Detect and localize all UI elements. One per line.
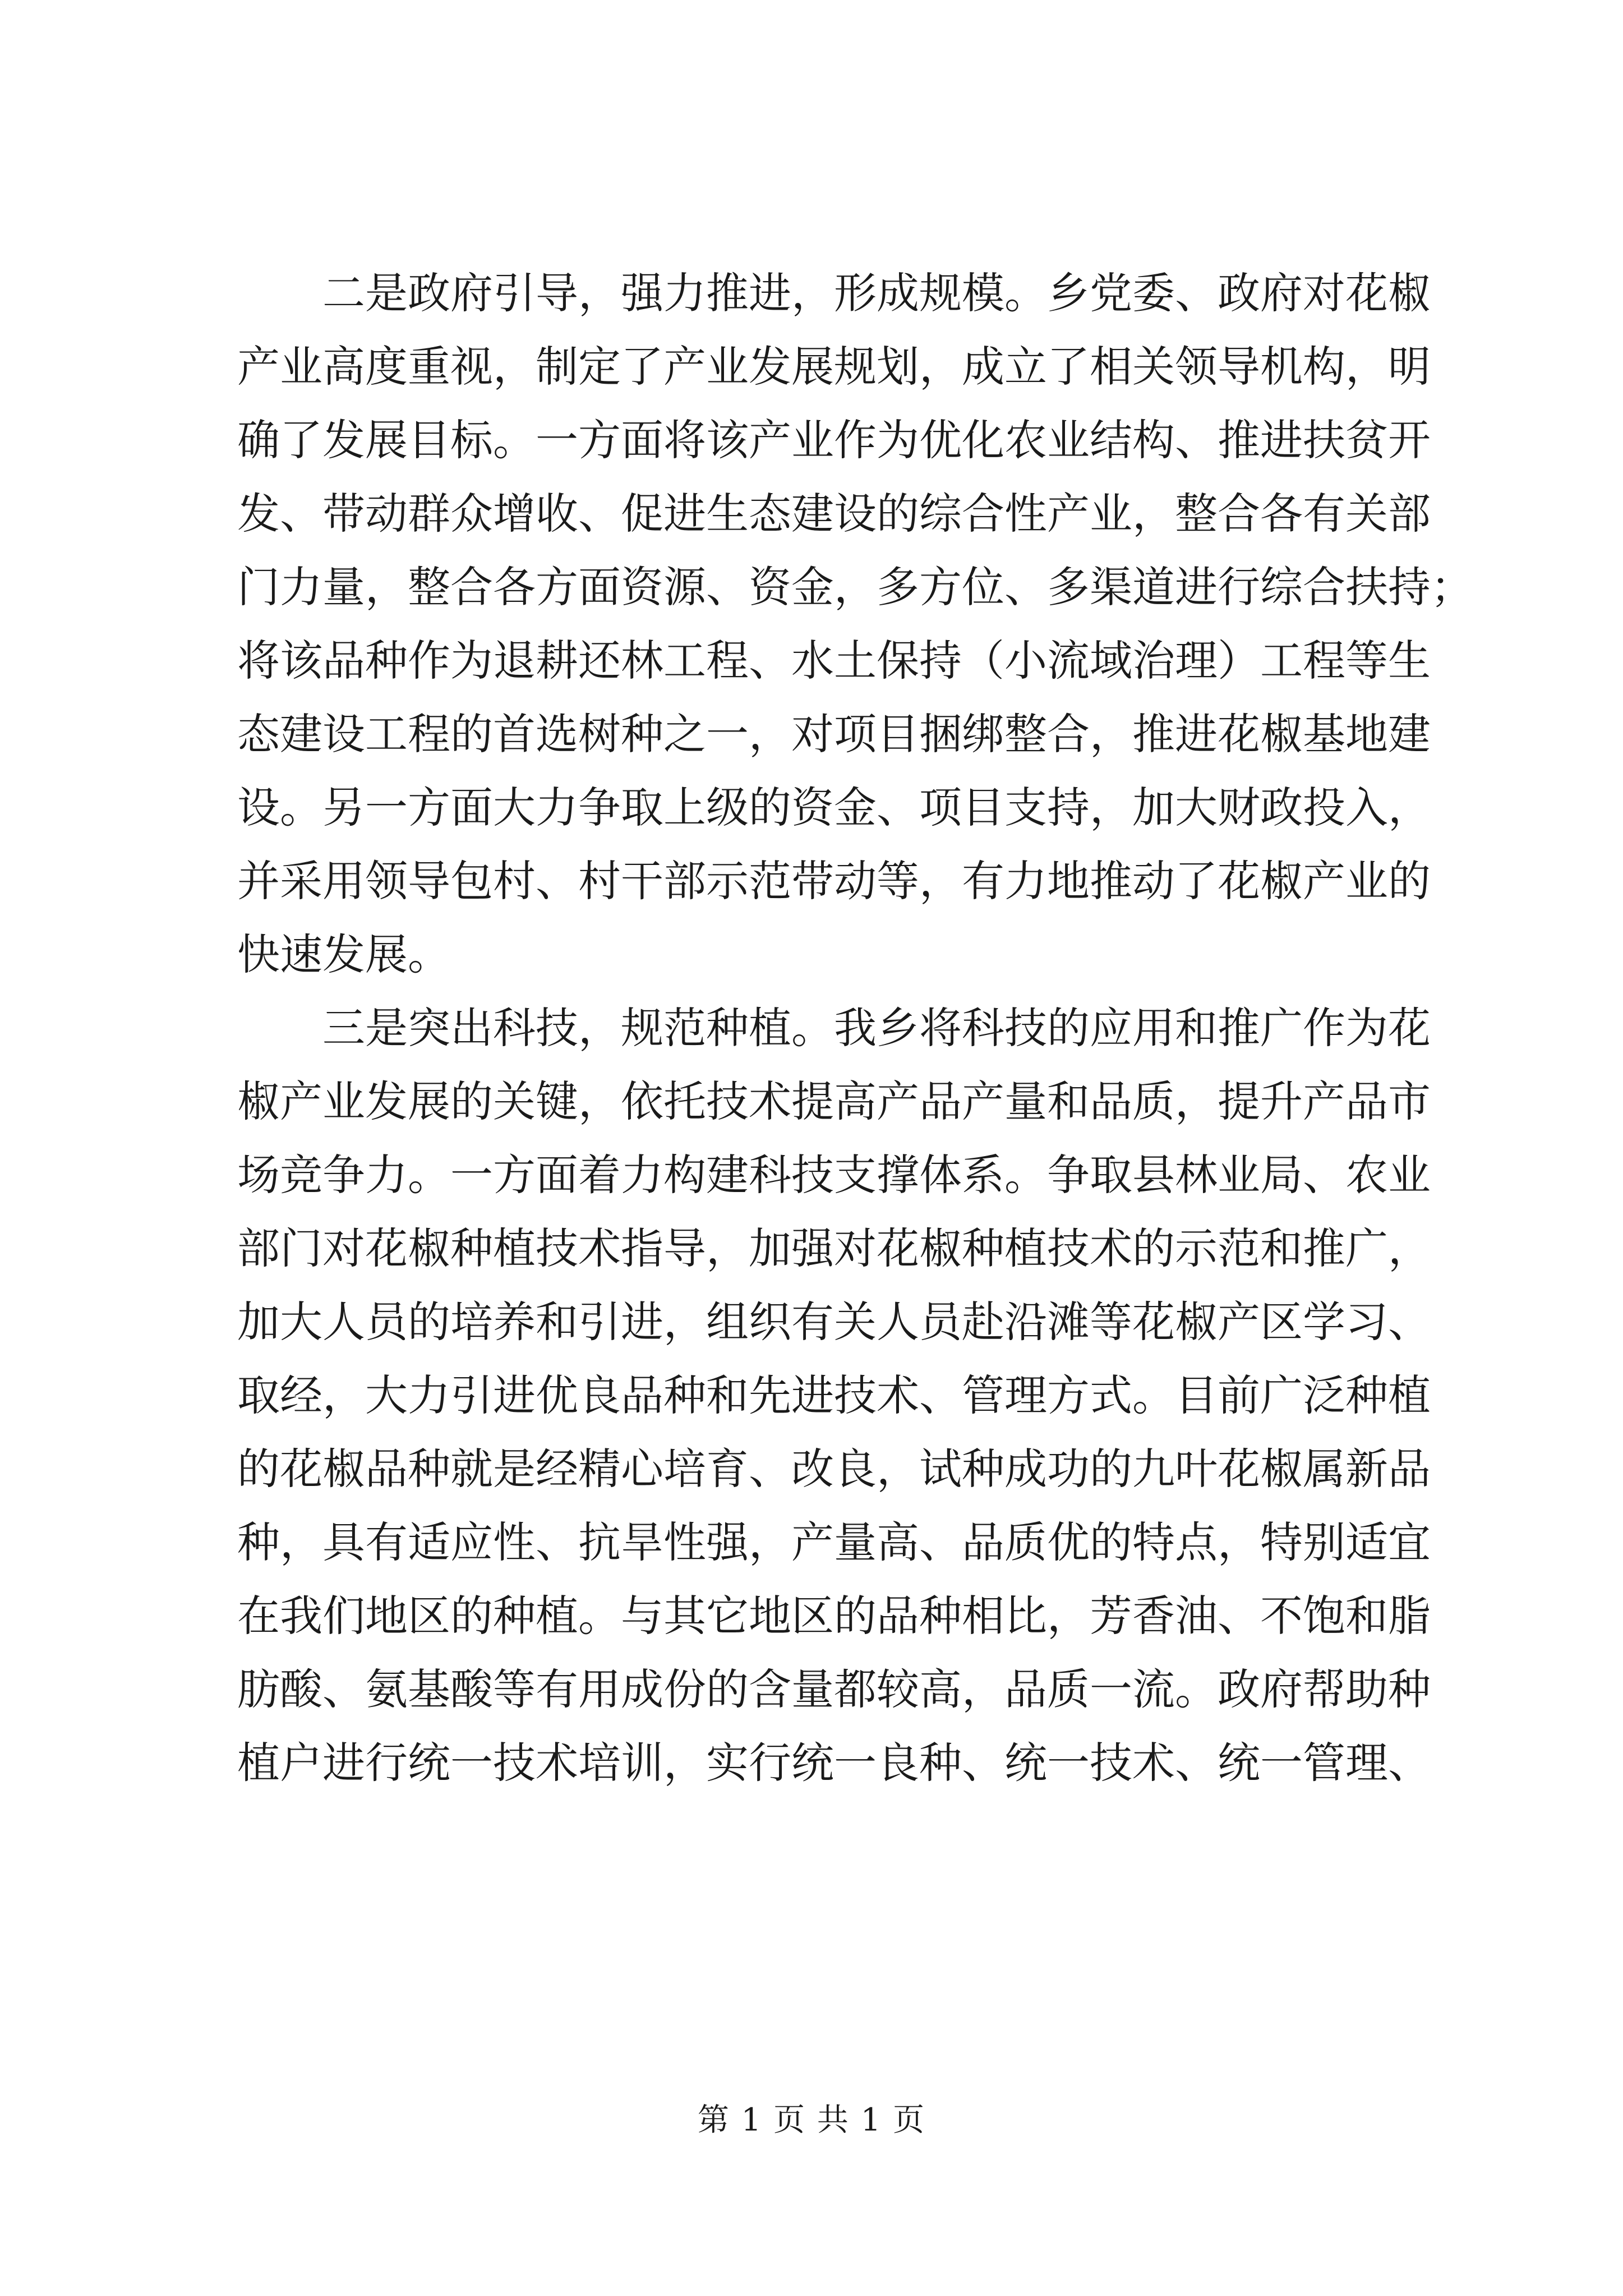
paragraph-2-line-2: 椒产业发展的关键，依托技术提高产品产量和品质，提升产品市	[237, 1076, 1431, 1126]
paragraph-2-line-10: 肪酸、氨基酸等有用成份的含量都较高，品质一流。政府帮助种	[237, 1664, 1431, 1714]
paragraph-1-line-1: 二是政府引导，强力推进，形成规模。乡党委、政府对花椒	[237, 268, 1431, 318]
paragraph-2-line-8: 种，具有适应性、抗旱性强，产量高、品质优的特点，特别适宜	[237, 1517, 1431, 1567]
paragraph-2-line-9: 在我们地区的种植。与其它地区的品种相比，芳香油、不饱和脂	[237, 1591, 1431, 1641]
paragraph-2-line-6: 取经，大力引进优良品种和先进技术、管理方式。目前广泛种植	[237, 1370, 1431, 1420]
paragraph-2-line-5: 加大人员的培养和引进，组织有关人员赴沿滩等花椒产区学习、	[237, 1297, 1431, 1347]
paragraph-1-line-5: 门力量，整合各方面资源、资金，多方位、多渠道进行综合扶持；	[237, 562, 1473, 612]
paragraph-2-line-1: 三是突出科技，规范种植。我乡将科技的应用和推广作为花	[237, 1003, 1431, 1053]
paragraph-2-line-11: 植户进行统一技术培训，实行统一良种、统一技术、统一管理、	[237, 1738, 1431, 1788]
paragraph-1-line-8: 设。另一方面大力争取上级的资金、项目支持，加大财政投入，	[237, 783, 1431, 832]
paragraph-1-line-4: 发、带动群众增收、促进生态建设的综合性产业，整合各有关部	[237, 489, 1431, 539]
paragraph-2-line-4: 部门对花椒种植技术指导，加强对花椒种植技术的示范和推广，	[237, 1223, 1431, 1273]
paragraph-1-line-6: 将该品种作为退耕还林工程、水土保持（小流域治理）工程等生	[237, 636, 1431, 685]
paragraph-1-line-7: 态建设工程的首选树种之一，对项目捆绑整合，推进花椒基地建	[237, 709, 1431, 759]
paragraph-1-line-10: 快速发展。	[237, 930, 450, 979]
paragraph-1-line-9: 并采用领导包村、村干部示范带动等，有力地推动了花椒产业的	[237, 856, 1431, 906]
page-number-footer: 第 1 页 共 1 页	[697, 2102, 926, 2138]
paragraph-2-line-3: 场竞争力。一方面着力构建科技支撑体系。争取县林业局、农业	[237, 1150, 1431, 1200]
paragraph-2-line-7: 的花椒品种就是经精心培育、改良，试种成功的九叶花椒属新品	[237, 1444, 1431, 1494]
paragraph-1-line-3: 确了发展目标。一方面将该产业作为优化农业结构、推进扶贫开	[237, 415, 1431, 465]
paragraph-1-line-2: 产业高度重视，制定了产业发展规划，成立了相关领导机构，明	[237, 342, 1431, 392]
